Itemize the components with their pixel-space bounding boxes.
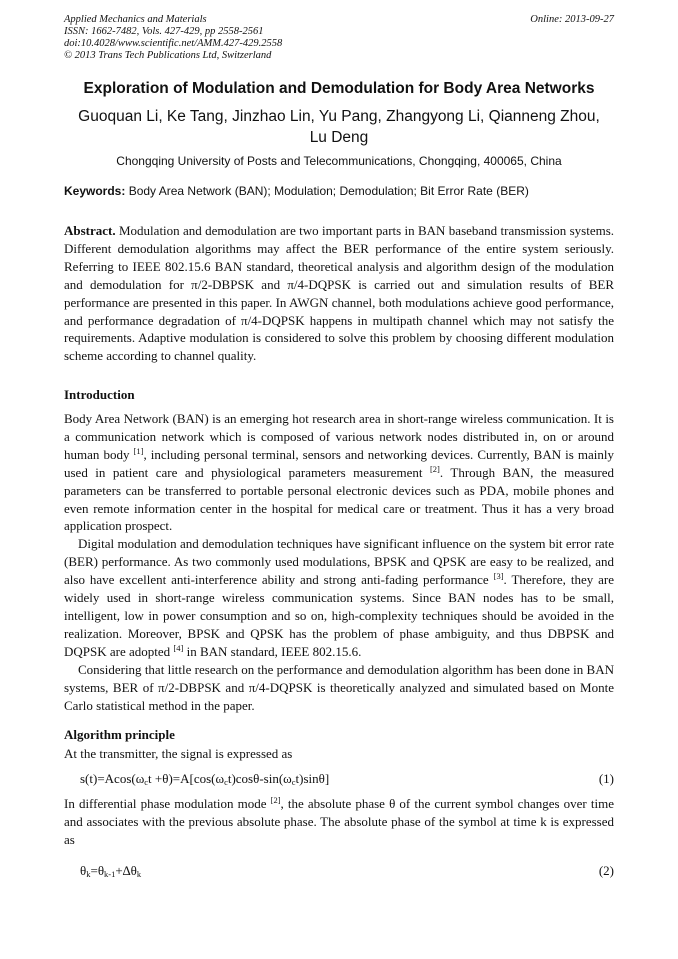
citation-4: [4]: [173, 642, 184, 653]
citation-2: [2]: [429, 463, 440, 474]
equation-1-number: (1): [598, 771, 614, 786]
eq2-sub: k: [136, 869, 142, 879]
authors-line-1: Guoquan Li, Ke Tang, Jinzhao Lin, Yu Pang, Zhangyong Li, Qianneng Zhou,: [78, 108, 600, 125]
eq2-part: +∆θ: [115, 863, 137, 878]
journal-header: [64, 14, 282, 62]
intro-paragraph-3: Considering that little research on the performance and demodulation algorithm has been done in BAN systems, BER of π/2-DBPSK and π/4-DQPSK is theoretically analyzed and simulated based on Monte Carlo statistical method in the paper.: [64, 661, 614, 713]
journal-name: Applied Mechanics and Materials: [64, 14, 207, 25]
intro-p2-text-c: in BAN standard, IEEE 802.15.6.: [183, 643, 362, 659]
algo-p-text-b: , the absolute phase θ of the current symbol changes over time and associates with the previous absolute phase. The absolute phase of the symbol at time k is expressed as: [64, 796, 614, 847]
eq2-part: θ: [80, 863, 87, 878]
abstract-text: Modulation and demodulation are two important parts in BAN baseband transmission systems. Different demodulation algorithms may affect the BER performance of the entire system seriously. Referring to IEEE 802.15.6 BAN standard, theoretical analysis and algorithm design of the modulation and demodulation for π/2-DBPSK and π/4-DQPSK is carried out and simulation results of BER performance are presented in this paper. In AWGN channel, both modulations achieve good performance, and performance degradation of π/4-DQPSK happens in multipath channel which may not satisfy the requirements. Adaptive modulation is considered to solve this problem by choosing different modulation scheme according to channel quality.: [64, 223, 615, 364]
intro-p1-text-b: , including personal terminal, sensors and networking devices. Currently, BAN is mainly used in patient care and physiological parameters measurement: [64, 446, 615, 480]
eq1-part: s(t)=Acos(ω: [80, 771, 145, 786]
keywords-label: Keywords:: [64, 184, 126, 198]
equation-1: [64, 770, 614, 788]
intro-p1-text-a: Body Area Network (BAN) is an emerging hot research area in short-range wireless communication. It is a communication network which is composed of various network nodes distributed in, on or around human body: [64, 411, 614, 462]
algorithm-paragraph: [64, 795, 614, 849]
eq2-part: =θ: [90, 863, 105, 878]
equation-2-expression: [80, 862, 141, 879]
eq1-part: t)sinθ]: [295, 771, 330, 786]
intro-p2-text-b: . Therefore, they are widely used in short-range wireless communication systems. Since BAN nodes has to be small, intelligent, low in power consumption and so on, high-complexity techniques should be avoided in the realization. Moreover, BPSK and QPSK has the problem of phase ambiguity, and thus DBPSK and DQPSK are adopted: [64, 572, 614, 659]
citation-1: [1]: [133, 445, 144, 456]
keywords-text: Body Area Network (BAN); Modulation; Demodulation; Bit Error Rate (BER): [128, 184, 529, 198]
eq1-part: t +θ)=A[cos(ω: [148, 771, 225, 786]
citation-2b: [2]: [270, 795, 281, 805]
author-list: [64, 106, 614, 148]
intro-p1-text-c: . Through BAN, the measured parameters can be transferred to portable personal electronic devices such as PDA, mobile phones and even remote information center in the hospital for medical care or treatment. Thus it has a very broad application prospect.: [64, 464, 614, 534]
doi-line: doi:10.4028/www.scientific.net/AMM.427-429.2558: [64, 38, 283, 49]
intro-paragraph-1: [64, 410, 614, 535]
eq1-sub: c: [291, 777, 296, 787]
copyright-line: © 2013 Trans Tech Publications Ltd, Switzerland: [64, 50, 272, 61]
equation-2-number: (2): [598, 863, 614, 878]
issn-line: ISSN: 1662-7482, Vols. 427-429, pp 2558-2561: [64, 26, 264, 37]
introduction-heading: Introduction: [64, 387, 135, 402]
eq2-sub: k-1: [104, 869, 116, 879]
eq1-sub: c: [224, 777, 228, 787]
algorithm-intro: At the transmitter, the signal is expressed as: [64, 746, 293, 761]
abstract-label: Abstract.: [64, 223, 116, 238]
equation-2: [64, 862, 614, 880]
eq2-sub: k: [86, 869, 91, 879]
intro-paragraph-2: [64, 535, 614, 660]
intro-p2-text-a: Digital modulation and demodulation techniques have significant influence on the system bit error rate (BER) performance. As two commonly used modulations, BPSK and QPSK are easy to be realized, and also have excellent anti-interference ability and strong anti-fading performance: [64, 536, 614, 588]
online-date: Online: 2013-09-27: [530, 14, 614, 25]
algorithm-heading: Algorithm principle: [64, 727, 175, 742]
citation-3: [3]: [493, 571, 504, 582]
abstract: [64, 222, 614, 365]
affiliation: Chongqing University of Posts and Telecommunications, Chongqing, 400065, China: [116, 154, 562, 168]
eq1-sub: c: [144, 777, 149, 787]
keywords: [64, 184, 614, 198]
introduction-body: [64, 410, 614, 714]
authors-line-2: Lu Deng: [309, 129, 369, 146]
paper-title: Exploration of Modulation and Demodulation for Body Area Networks: [83, 80, 595, 97]
algo-p-text-a: In differential phase modulation mode: [64, 796, 271, 811]
equation-1-expression: [80, 770, 329, 787]
eq1-part: t)cosθ-sin(ω: [227, 771, 292, 786]
